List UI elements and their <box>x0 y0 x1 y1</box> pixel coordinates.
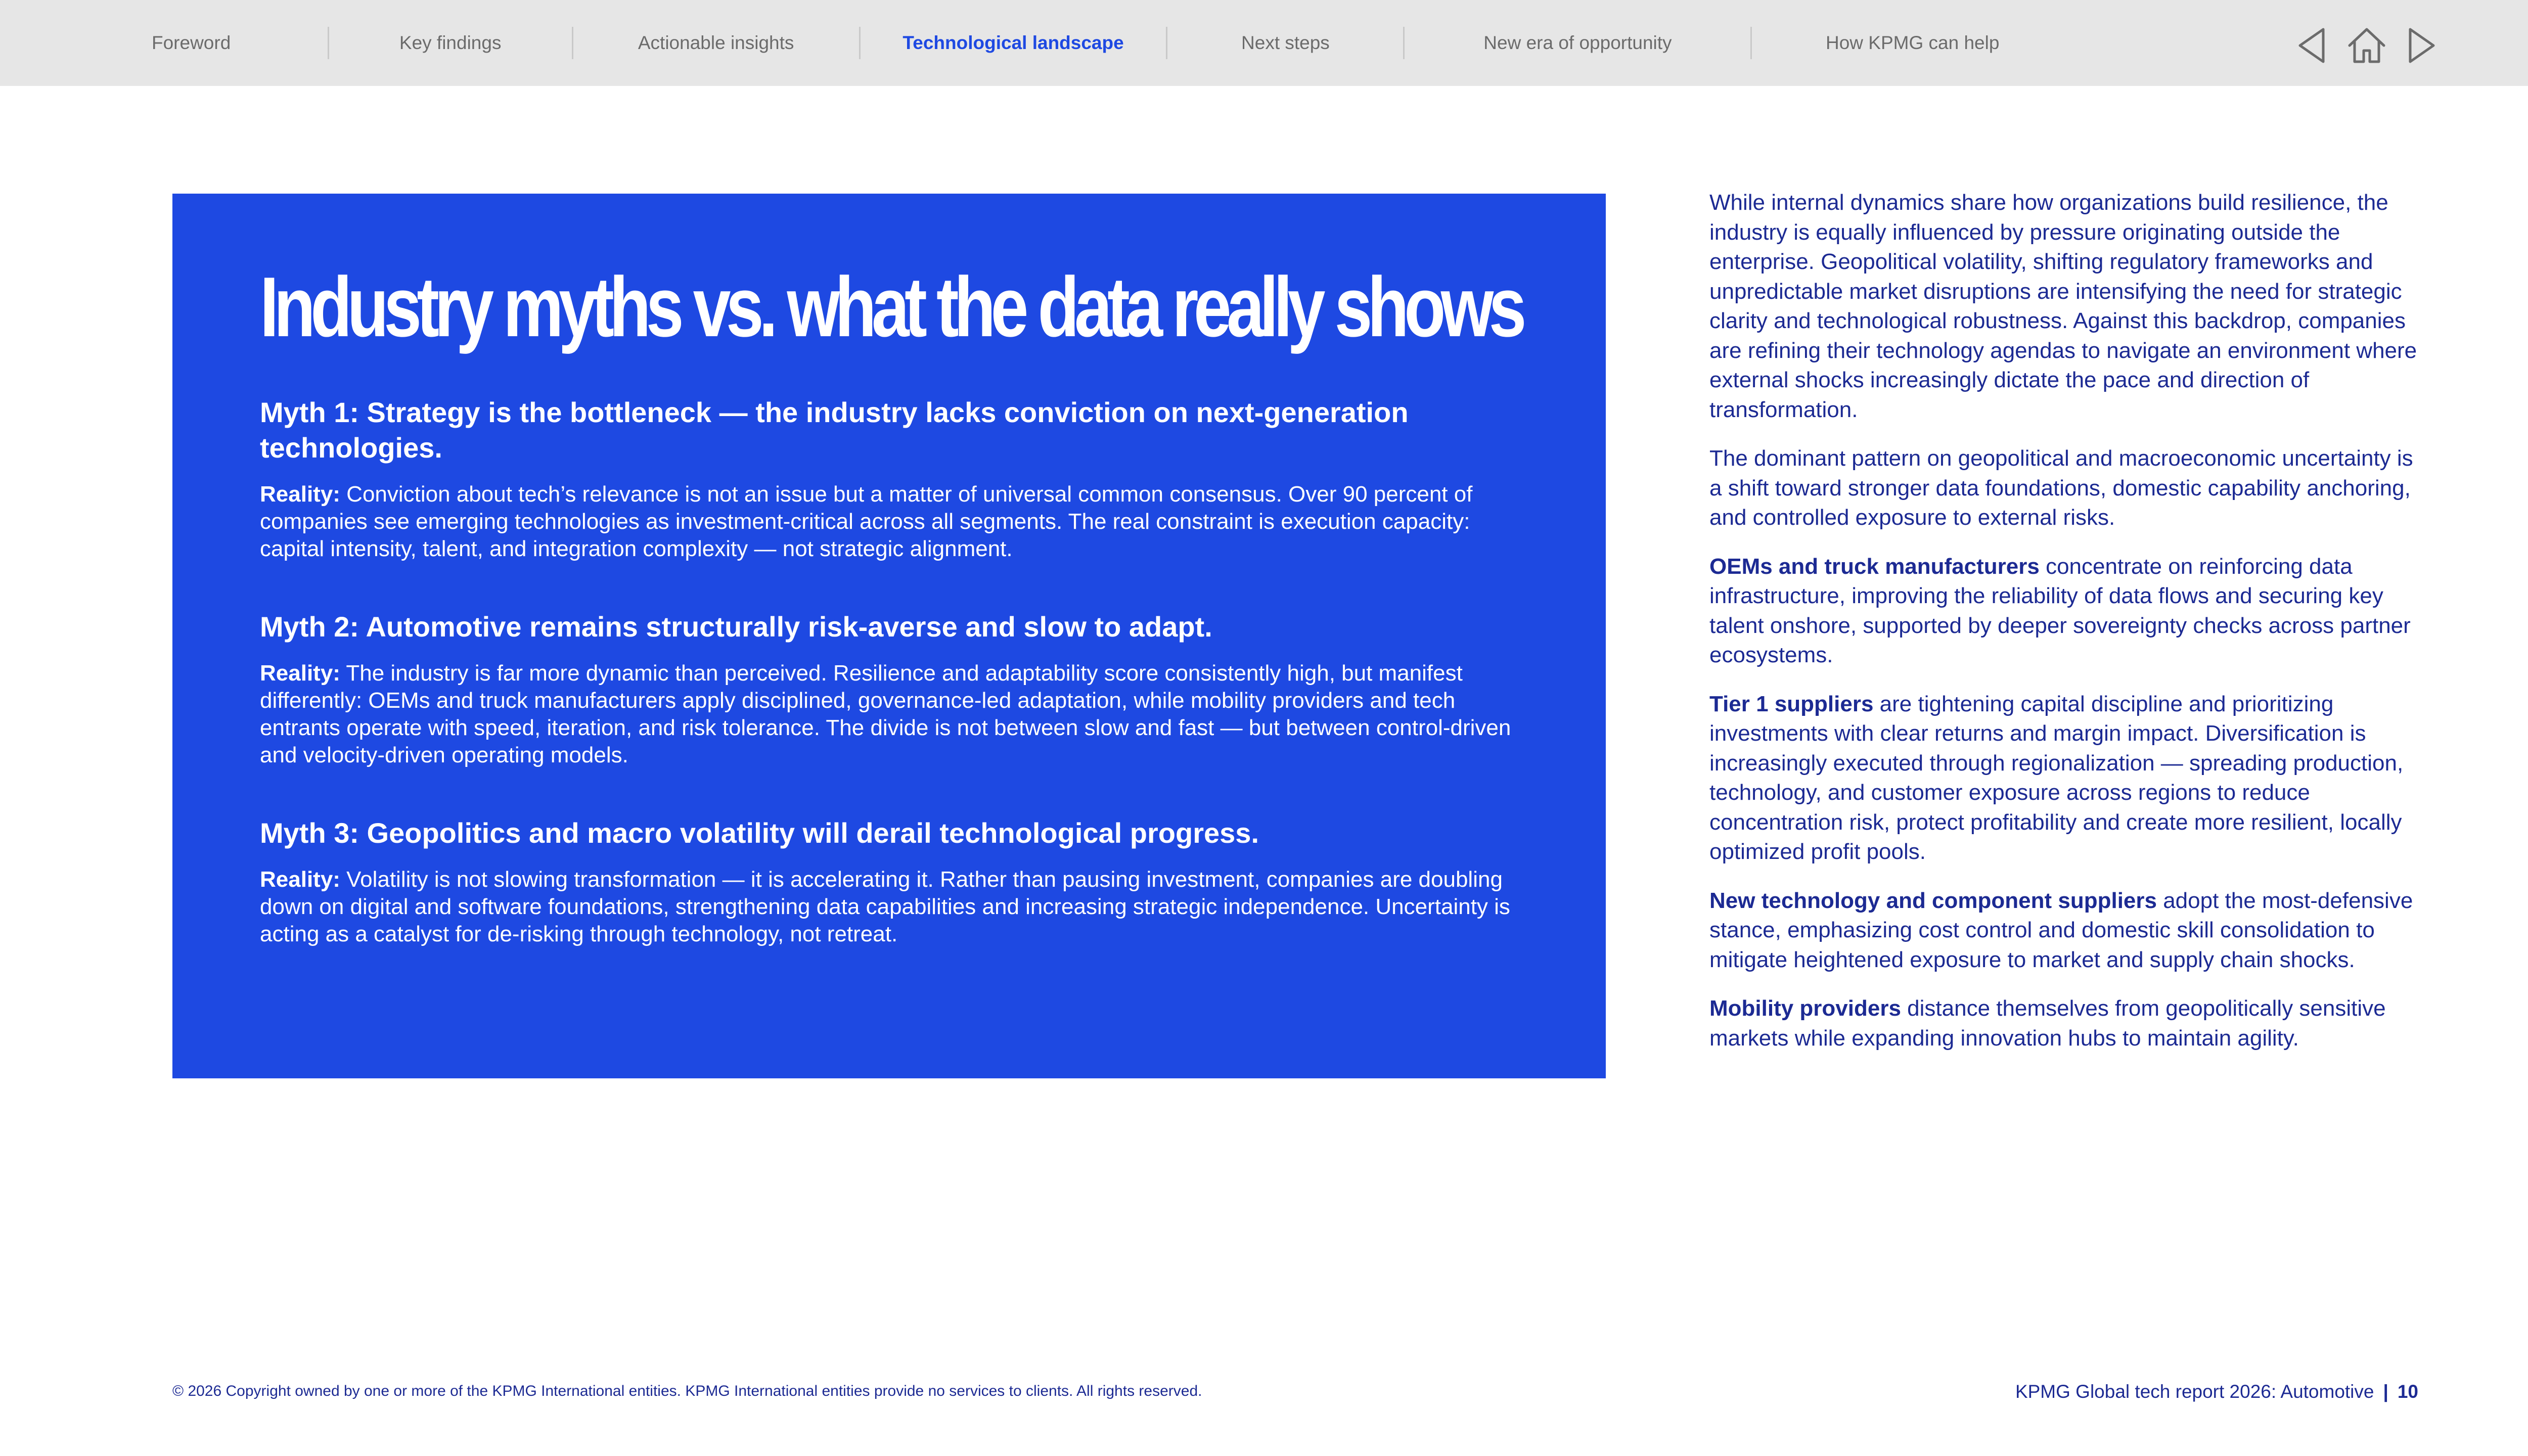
nav-item-how-kpmg-can-help[interactable]: How KPMG can help <box>1825 32 2000 53</box>
body-text-column <box>1709 188 2427 1072</box>
myth-reality <box>260 866 1525 948</box>
myth-reality <box>260 481 1525 563</box>
myth-heading: Myth 1: Strategy is the bottleneck — the industry lacks conviction on next-generation technologies. <box>260 396 1409 464</box>
page-navigation-controls <box>2291 25 2443 66</box>
segment-label: Mobility providers <box>1709 996 1901 1021</box>
segment-text: concentrate on reinforcing data infrastructure, improving the reliability of data flows and securing key talent onshore, supported by deeper sovereignty checks across partner ecosystems. <box>1709 554 2411 667</box>
segment-text: adopt the most-defensive stance, emphasizing cost control and domestic skill consolidation to mitigate heightened exposure to market and supply chain shocks. <box>1709 888 2413 972</box>
segment-label: OEMs and truck manufacturers <box>1709 554 2040 579</box>
reality-text: The industry is far more dynamic than perceived. Resilience and adaptability score consistently high, but manifest differently: OEMs and truck manufacturers apply disciplined, governance-led adaptation, while mobility providers and tech entrants operate with speed, iteration, and risk tolerance. The divide is not between slow and fast — but between control-driven and velocity-driven operating models. <box>260 661 1511 767</box>
segment-paragraph-tier1 <box>1709 690 2427 867</box>
footer-separator: | <box>2383 1381 2388 1402</box>
nav-item-technological-landscape[interactable]: Technological landscape <box>902 32 1124 53</box>
myth-reality <box>260 660 1525 769</box>
reality-label: Reality: <box>260 482 340 507</box>
home-icon[interactable] <box>2346 25 2387 66</box>
reality-label: Reality: <box>260 867 340 892</box>
segment-text: distance themselves from geopolitically sensitive markets while expanding innovation hubs to maintain agility. <box>1709 996 2386 1051</box>
panel-title: Industry myths vs. what the data really shows <box>260 259 1522 354</box>
previous-arrow-icon[interactable] <box>2291 25 2331 66</box>
segment-paragraph-mobility <box>1709 994 2427 1053</box>
section-nav <box>152 0 2073 86</box>
nav-item-actionable-insights[interactable]: Actionable insights <box>638 32 794 53</box>
myth-heading: Myth 2: Automotive remains structurally risk-averse and slow to adapt. <box>260 611 1212 643</box>
myth-1 <box>260 395 1525 563</box>
reality-label: Reality: <box>260 661 340 686</box>
segment-paragraph-new-tech <box>1709 886 2427 975</box>
next-arrow-icon[interactable] <box>2402 25 2443 66</box>
nav-item-next-steps[interactable]: Next steps <box>1241 32 1330 53</box>
page-number: 10 <box>2397 1381 2418 1402</box>
copyright-notice: © 2026 Copyright owned by one or more of the KPMG International entities. KPMG International entities provide no services to clients. All rights reserved. <box>172 1383 1202 1399</box>
top-navigation-bar <box>0 0 2528 86</box>
nav-item-key-findings[interactable]: Key findings <box>399 32 502 53</box>
report-title: KPMG Global tech report 2026: Automotive <box>2015 1381 2374 1402</box>
myth-3 <box>260 815 1525 948</box>
myths-panel <box>172 194 1606 1078</box>
myth-heading: Myth 3: Geopolitics and macro volatility will derail technological progress. <box>260 817 1259 849</box>
segment-label: Tier 1 suppliers <box>1709 691 1874 716</box>
reality-text: Volatility is not slowing transformation — it is accelerating it. Rather than pausing investment, companies are doubling down on digital and software foundations, strengthening data capabilities and increasing strategic independence. Uncertainty is acting as a catalyst for de-risking through technology, not retreat. <box>260 867 1510 946</box>
segment-text: are tightening capital discipline and prioritizing investments with clear returns and margin impact. Diversification is increasingly executed through regionalization — spreading production, technology, and customer exposure across regions to reduce concentration risk, protect profitability and create more resilient, locally optimized profit pools. <box>1709 691 2404 864</box>
nav-item-foreword[interactable]: Foreword <box>152 32 231 53</box>
segment-label: New technology and component suppliers <box>1709 888 2157 913</box>
intro-paragraph: While internal dynamics share how organizations build resilience, the industry is equally influenced by pressure originating outside the enterprise. Geopolitical volatility, shifting regulatory frameworks and unpredictable market disruptions are intensifying the need for strategic clarity and technological robustness. Against this backdrop, companies are refining their technology agendas to navigate an environment where external shocks increasingly dictate the pace and direction of transformation. <box>1709 190 2417 422</box>
myth-2 <box>260 609 1525 769</box>
nav-item-new-era-of-opportunity[interactable]: New era of opportunity <box>1483 32 1672 53</box>
reality-text: Conviction about tech’s relevance is not an issue but a matter of universal common consensus. Over 90 percent of companies see emerging technologies as investment-critical across all segments. The real constraint is execution capacity: capital intensity, talent, and integration complexity — not strategic alignment. <box>260 482 1473 561</box>
segment-paragraph-oems <box>1709 552 2427 670</box>
report-footer <box>2015 1381 2418 1402</box>
pattern-paragraph: The dominant pattern on geopolitical and macroeconomic uncertainty is a shift toward stronger data foundations, domestic capability anchoring, and controlled exposure to external risks. <box>1709 446 2413 530</box>
